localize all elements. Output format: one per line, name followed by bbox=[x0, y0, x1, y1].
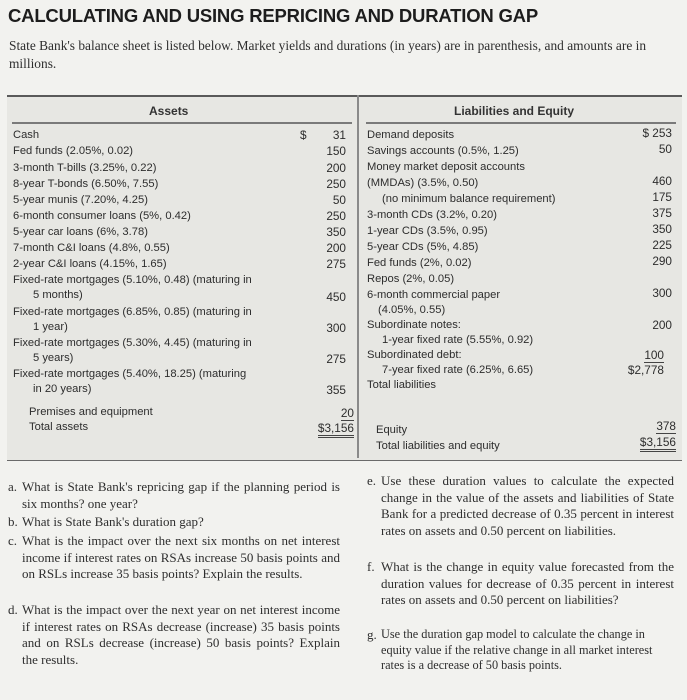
total-liabilities-equity-label: Total liabilities and equity bbox=[376, 440, 500, 452]
asset-label-cont: 5 years) bbox=[33, 352, 74, 364]
question-label: f. bbox=[367, 559, 375, 574]
asset-amount: 350 bbox=[326, 225, 346, 239]
question-item bbox=[8, 479, 340, 512]
question-text: Use the duration gap model to calculate the change in equity value if the relative change in all market interest rates is a decrease of 50 basis points. bbox=[381, 627, 653, 673]
liability-amount: 50 bbox=[658, 142, 672, 156]
question-label: d. bbox=[8, 602, 18, 617]
question-text: Use these duration values to calculate the expected change in the value of the assets and liabilities of State Bank for a predicted decrease of 0.35 percent in interest rates on assets and 0.50 percent on liabilities. bbox=[381, 473, 674, 538]
liability-amount: 350 bbox=[652, 222, 672, 236]
asset-amount: 31 bbox=[332, 128, 346, 142]
question-item bbox=[8, 602, 340, 668]
asset-label: Fed funds (2.05%, 0.02) bbox=[13, 145, 134, 157]
liability-amount: 200 bbox=[652, 318, 672, 332]
asset-label-cont: 1 year) bbox=[33, 321, 68, 333]
assets-header-rule bbox=[12, 122, 352, 124]
currency-symbol: $ bbox=[300, 128, 307, 142]
equity-amount: 378 bbox=[656, 419, 676, 433]
question-text: What is the change in equity value forecasted from the duration values for decrease of 0.35 percent in interest rates on assets and 0.50 percent on liabilities? bbox=[381, 559, 674, 608]
equity-label: Equity bbox=[376, 424, 408, 436]
liability-label: Money market deposit accounts bbox=[367, 161, 525, 173]
asset-amount: 250 bbox=[326, 177, 346, 191]
column-divider bbox=[357, 95, 359, 458]
asset-label: 5-year munis (7.20%, 4.25) bbox=[13, 194, 148, 206]
question-label: a. bbox=[8, 479, 18, 494]
liabilities-header: Liabilities and Equity bbox=[454, 104, 575, 118]
question-item bbox=[367, 559, 674, 609]
question-label: c. bbox=[8, 533, 18, 548]
liability-amount: 460 bbox=[652, 174, 672, 188]
asset-label: 6-month consumer loans (5%, 0.42) bbox=[13, 210, 191, 222]
asset-label: Fixed-rate mortgages (5.10%, 0.48) (maturing in bbox=[13, 274, 252, 286]
asset-label: 3-month T-bills (3.25%, 0.22) bbox=[13, 162, 157, 174]
liability-label: 3-month CDs (3.2%, 0.20) bbox=[367, 209, 497, 221]
liability-amount: 225 bbox=[652, 238, 672, 252]
intro-text: State Bank's balance sheet is listed below. Market yields and durations (in years) are in parenthesis, and amounts are in millions. bbox=[9, 38, 647, 71]
asset-label: 5-year car loans (6%, 3.78) bbox=[13, 226, 148, 238]
liabilities-header-rule bbox=[366, 122, 676, 124]
asset-amount: 200 bbox=[326, 241, 346, 255]
question-text: What is State Bank's repricing gap if the planning period is six months? one year? bbox=[22, 479, 340, 511]
asset-amount: 275 bbox=[326, 257, 346, 271]
asset-amount: 300 bbox=[326, 321, 346, 335]
question-text: What is State Bank's duration gap? bbox=[22, 514, 204, 529]
liability-label: Repos (2%, 0.05) bbox=[367, 273, 455, 285]
question-item bbox=[367, 473, 674, 539]
total-assets-amount: $3,156 bbox=[318, 421, 354, 438]
liability-label: 6-month commercial paper bbox=[367, 289, 501, 301]
liability-label: Fed funds (2%, 0.02) bbox=[367, 257, 472, 269]
question-item bbox=[8, 514, 340, 531]
asset-label-cont: 5 months) bbox=[33, 289, 83, 301]
question-label: g. bbox=[367, 627, 377, 642]
asset-amount: 355 bbox=[326, 383, 346, 397]
asset-label: Cash bbox=[13, 129, 40, 141]
liability-label: 7-year fixed rate (6.25%, 6.65) bbox=[382, 364, 534, 376]
asset-amount: 200 bbox=[326, 161, 346, 175]
asset-amount: 450 bbox=[326, 290, 346, 304]
asset-amount: 150 bbox=[326, 144, 346, 158]
total-assets-label: Total assets bbox=[29, 421, 89, 433]
liability-label: 1-year fixed rate (5.55%, 0.92) bbox=[382, 334, 534, 346]
asset-label: 7-month C&I loans (4.8%, 0.55) bbox=[13, 242, 170, 254]
asset-label: Premises and equipment bbox=[29, 406, 153, 418]
asset-amount: 20 bbox=[340, 406, 354, 420]
total-liabilities-equity-amount: $3,156 bbox=[640, 435, 676, 452]
liability-label: Subordinated debt: bbox=[367, 349, 462, 361]
liability-label: 5-year CDs (5%, 4.85) bbox=[367, 241, 479, 253]
liability-amount: 290 bbox=[652, 254, 672, 268]
liability-label: 1-year CDs (3.5%, 0.95) bbox=[367, 225, 488, 237]
question-text: What is the impact over the next six months on net interest income if interest rates on RSAs increase 50 basis points and on RSLs increase 35 basis points? Explain the results. bbox=[22, 533, 340, 582]
total-liabilities-label: Total liabilities bbox=[367, 379, 437, 391]
liability-amount: 175 bbox=[652, 190, 672, 204]
liability-label: (MMDAs) (3.5%, 0.50) bbox=[367, 177, 479, 189]
liability-label: Savings accounts (0.5%, 1.25) bbox=[367, 145, 519, 157]
asset-label: 8-year T-bonds (6.50%, 7.55) bbox=[13, 178, 159, 190]
liability-amount: $ 253 bbox=[642, 126, 672, 140]
asset-amount: 250 bbox=[326, 209, 346, 223]
liability-label: Demand deposits bbox=[367, 129, 455, 141]
question-text: What is the impact over the next year on net interest income if interest rates on RSAs decrease (increase) 35 basis points and on RSLs decrease (increase) 50 basis points? Explain the results. bbox=[22, 602, 340, 667]
asset-amount: 50 bbox=[332, 193, 346, 207]
asset-label: Fixed-rate mortgages (5.30%, 4.45) (maturing in bbox=[13, 337, 252, 349]
question-label: b. bbox=[8, 514, 18, 529]
asset-label: Fixed-rate mortgages (6.85%, 0.85) (maturing in bbox=[13, 306, 252, 318]
liability-label: (4.05%, 0.55) bbox=[378, 304, 446, 316]
asset-label: 2-year C&I loans (4.15%, 1.65) bbox=[13, 258, 167, 270]
question-label: e. bbox=[367, 473, 377, 488]
question-item bbox=[367, 627, 674, 674]
liability-amount: 100 bbox=[644, 348, 664, 362]
assets-header: Assets bbox=[149, 104, 189, 118]
liability-amount: 375 bbox=[652, 206, 672, 220]
liability-amount: 300 bbox=[652, 286, 672, 300]
total-liabilities-amount: $2,778 bbox=[627, 363, 664, 377]
asset-amount: 275 bbox=[326, 352, 346, 366]
asset-label-cont: in 20 years) bbox=[33, 383, 92, 395]
liability-label: Subordinate notes: bbox=[367, 319, 461, 331]
liability-label: (no minimum balance requirement) bbox=[382, 193, 556, 205]
asset-label: Fixed-rate mortgages (5.40%, 18.25) (maturing bbox=[13, 368, 247, 380]
page-title: CALCULATING AND USING REPRICING AND DURATION GAP bbox=[8, 5, 538, 26]
question-item bbox=[8, 533, 340, 583]
